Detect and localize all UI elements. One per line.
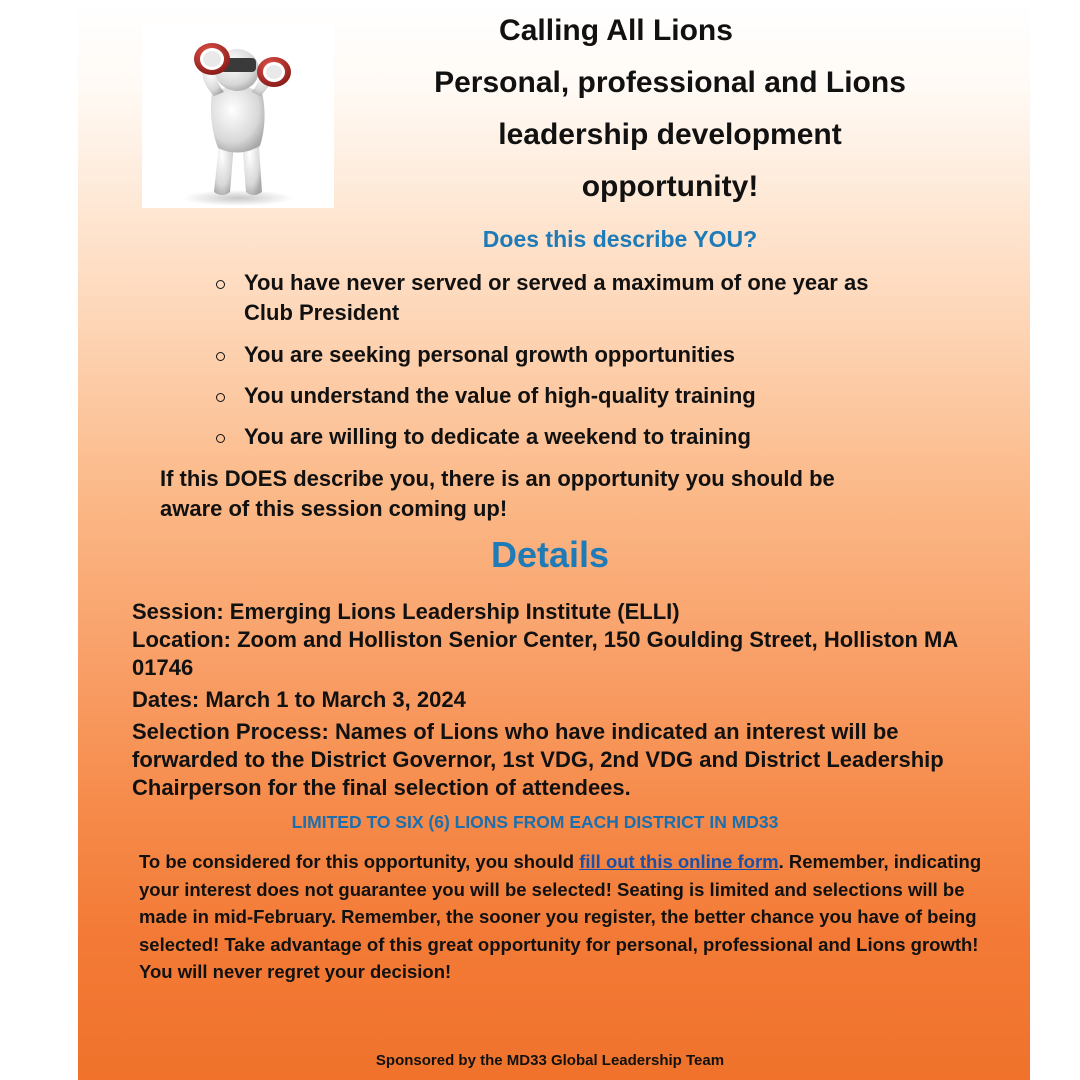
online-form-link[interactable]: fill out this online form	[579, 851, 779, 872]
subtitle-line-1: Personal, professional and Lions	[434, 66, 906, 99]
list-item-text: You have never served or served a maximum of one year as Club President	[244, 270, 869, 325]
figure-with-binoculars-icon	[142, 22, 334, 208]
closing-paragraph	[139, 848, 989, 986]
session-detail: Session: Emerging Lions Leadership Institute (ELLI)	[132, 599, 680, 624]
location-detail: Location: Zoom and Holliston Senior Center, 150 Goulding Street, Holliston MA 01746	[132, 627, 958, 680]
list-item	[244, 422, 884, 452]
circle-bullet-icon	[216, 280, 225, 289]
closing-text-start: To be considered for this opportunity, you should	[139, 851, 580, 872]
sponsor-footer: Sponsored by the MD33 Global Leadership Team	[375, 1052, 725, 1069]
subtitle-line-2: leadership development	[498, 118, 842, 151]
list-item-text: You understand the value of high-quality training	[244, 383, 756, 408]
list-item	[244, 340, 884, 370]
list-item	[244, 381, 884, 411]
list-item	[244, 268, 884, 328]
circle-bullet-icon	[216, 393, 225, 402]
list-item-text: You are seeking personal growth opportunities	[244, 342, 735, 367]
subtitle-line-3: opportunity!	[581, 170, 759, 203]
dates-detail: Dates: March 1 to March 3, 2024	[132, 687, 466, 712]
selection-process-detail: Selection Process: Names of Lions who have indicated an interest will be forwarded to the District Governor, 1st VDG, 2nd VDG and District Leadership Chairperson for the final selection of attendees.	[132, 719, 944, 800]
intro-paragraph: If this DOES describe you, there is an opportunity you should be aware of this session coming up!	[160, 466, 835, 521]
limit-notice: LIMITED TO SIX (6) LIONS FROM EACH DISTRICT IN MD33	[291, 812, 779, 832]
details-heading: Details	[490, 534, 610, 575]
question-heading: Does this describe YOU?	[482, 226, 758, 252]
circle-bullet-icon	[216, 352, 225, 361]
page-title: Calling All Lions	[499, 14, 733, 47]
closing-text-end: . Remember, indicating your interest does not guarantee you will be selected! Seating is limited and selections will be made in mid-February. Remember, the sooner you register, the better chance you have of being selected! Take advantage of this great opportunity for personal, professional and Lions growth! You will never regret your decision!	[139, 851, 982, 982]
details-block	[132, 598, 972, 802]
list-item-text: You are willing to dedicate a weekend to training	[244, 424, 751, 449]
circle-bullet-icon	[216, 434, 225, 443]
